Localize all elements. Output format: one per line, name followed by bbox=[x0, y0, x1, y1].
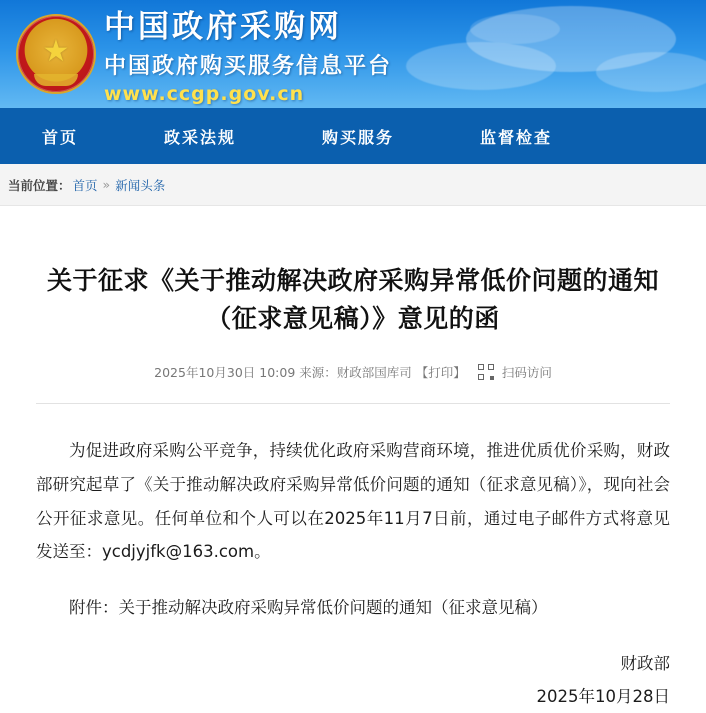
article-source: 来源：财政部国库司 bbox=[299, 365, 412, 380]
article-container bbox=[0, 262, 706, 713]
cloud-decoration bbox=[406, 42, 556, 90]
scan-access-label[interactable]: 扫码访问 bbox=[501, 365, 552, 380]
site-url: www.ccgp.gov.cn bbox=[104, 82, 305, 105]
page-title: 关于征求《关于推动解决政府采购异常低价问题的通知（征求意见稿）》意见的函 bbox=[46, 266, 659, 333]
meta-divider bbox=[36, 403, 670, 404]
nav-item-regulations[interactable]: 政采法规 bbox=[164, 127, 237, 147]
gear-glyph bbox=[34, 74, 78, 86]
nav-item-supervision[interactable]: 监督检查 bbox=[480, 127, 553, 147]
national-emblem-icon bbox=[16, 14, 96, 94]
cloud-decoration bbox=[470, 14, 560, 44]
publish-date: 2025年10月30日 10:09 bbox=[154, 365, 296, 380]
site-subtitle: 中国政府购买服务信息平台 bbox=[104, 53, 393, 79]
nav-item-services[interactable]: 购买服务 bbox=[322, 127, 395, 147]
cloud-decoration bbox=[596, 52, 706, 92]
article-signature bbox=[36, 647, 670, 713]
article-body bbox=[36, 434, 670, 625]
site-title: 中国政府采购网 bbox=[104, 9, 342, 45]
breadcrumb-link-current[interactable]: 新闻头条 bbox=[115, 177, 166, 193]
breadcrumb-label: 当前位置： bbox=[8, 177, 71, 193]
main-navigation bbox=[0, 108, 706, 164]
article-paragraph: 为促进政府采购公平竞争，持续优化政府采购营商环境，推进优质优价采购，财政部研究起草了《关于推动解决政府采购异常低价问题的通知（征求意见稿）》，现向社会公开征求意见。任何单位和个人可以在2025年11月7日前，通过电子邮件方式将意见发送至：ycdjyjfk@163.com。 bbox=[36, 441, 670, 562]
banner-text-block bbox=[104, 8, 392, 105]
nav-item-home[interactable]: 首页 bbox=[42, 127, 79, 147]
article-attachment-line: 附件：关于推动解决政府采购异常低价问题的通知（征求意见稿） bbox=[69, 598, 548, 618]
signature-org: 财政部 bbox=[620, 654, 670, 674]
site-banner bbox=[0, 0, 706, 108]
breadcrumb-link-home[interactable]: 首页 bbox=[72, 177, 98, 193]
signature-date: 2025年10月28日 bbox=[536, 687, 670, 707]
star-glyph: ★ bbox=[42, 35, 70, 69]
breadcrumb bbox=[0, 164, 706, 206]
breadcrumb-separator: » bbox=[102, 177, 111, 192]
qr-code-icon[interactable] bbox=[478, 364, 494, 380]
print-button[interactable]: 【打印】 bbox=[415, 365, 466, 380]
article-meta bbox=[36, 363, 670, 381]
